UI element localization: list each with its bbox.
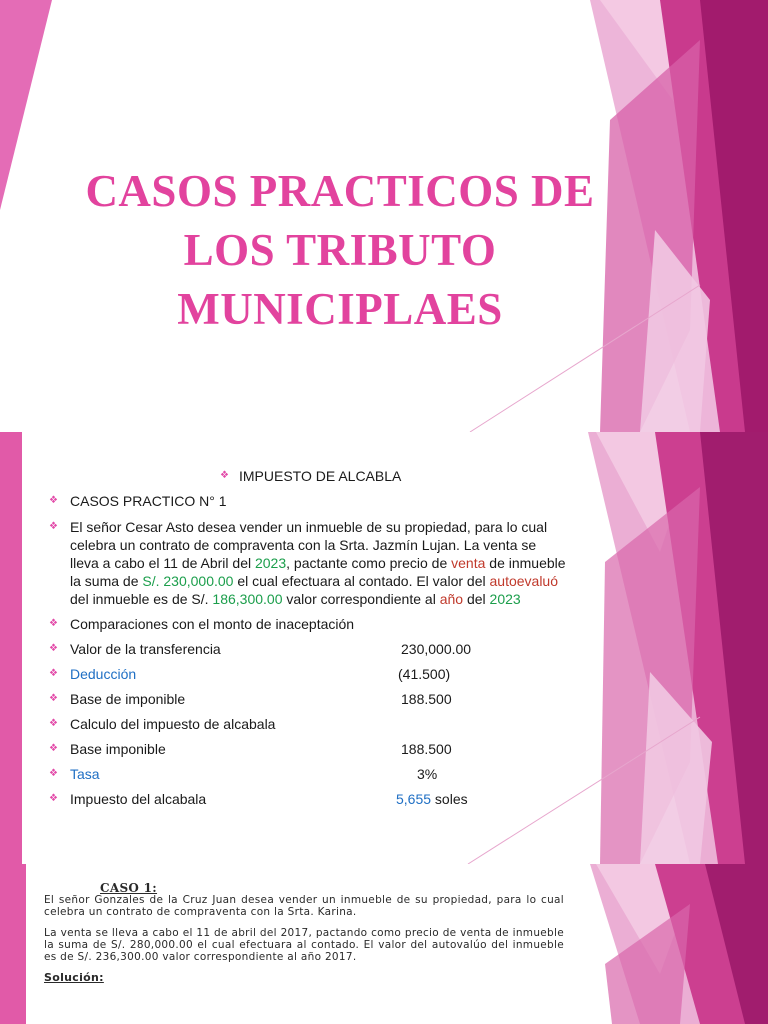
case-title: CASO 1: xyxy=(100,881,158,895)
slide-title xyxy=(0,0,768,432)
row-label: Base imponible xyxy=(70,741,166,757)
solution-heading: Solución: xyxy=(44,971,104,984)
diamond-bullet-icon: ❖ xyxy=(49,793,58,804)
slide-case-scan xyxy=(0,864,768,1024)
title-line: MUNICIPLAES xyxy=(177,284,503,334)
diamond-bullet-icon: ❖ xyxy=(49,643,58,654)
case-paragraph-line: El señor Cesar Asto desea vender un inmueble de su propiedad, para lo cual xyxy=(70,519,548,535)
highlight-year: 2023 xyxy=(489,591,521,607)
case-paragraph: La venta se lleva a cabo el 11 de abril del 2017, pactando como precio de venta de inmueble la suma de S/. 280,000.00 el cual efectuara al contado. El valor del autovalúo del inmueble es de S/. 236,300.00 valor correspondiente al año 2017. xyxy=(44,927,564,963)
row-label: Impuesto del alcabala xyxy=(70,791,207,807)
row-value: 3% xyxy=(417,766,438,782)
text-run: del xyxy=(463,591,490,607)
highlight-price: S/. 230,000.00 xyxy=(142,573,234,589)
case-paragraph-line xyxy=(70,554,566,572)
diamond-bullet-icon: ❖ xyxy=(49,618,58,629)
title-line: CASOS PRACTICOS DE xyxy=(85,166,595,216)
case-paragraph-line xyxy=(70,572,558,590)
diamond-bullet-icon: ❖ xyxy=(49,495,58,506)
text-run: de inmueble xyxy=(485,555,566,571)
heading-impuesto: IMPUESTO DE ALCABLA xyxy=(239,468,402,484)
row-label: Deducción xyxy=(70,666,137,682)
slide-title-text xyxy=(40,162,640,339)
text-run: la suma de xyxy=(70,573,143,589)
row-value: 230,000.00 xyxy=(401,641,472,657)
text-run: el cual efectuara al contado. El valor del xyxy=(233,573,490,589)
text-run: , pactante como precio de xyxy=(286,555,452,571)
highlight-ano: año xyxy=(439,591,464,607)
diamond-bullet-icon: ❖ xyxy=(49,743,58,754)
row-value: 188.500 xyxy=(401,691,452,707)
highlight-venta: venta xyxy=(451,555,486,571)
row-label: Comparaciones con el monto de inaceptación xyxy=(70,616,355,632)
case-paragraph-line: celebra un contrato de compraventa con la Srta. Jazmín Lujan. La venta se xyxy=(70,537,537,553)
slide-alcabala xyxy=(0,432,768,864)
diamond-bullet-icon: ❖ xyxy=(49,668,58,679)
highlight-year: 2023 xyxy=(254,555,287,571)
case-label: CASOS PRACTICO N° 1 xyxy=(70,493,227,509)
row-value: 188.500 xyxy=(401,741,452,757)
highlight-value: 186,300.00 xyxy=(212,591,283,607)
scanned-case-text xyxy=(44,882,564,984)
text-run: del inmueble es de S/. xyxy=(70,591,213,607)
row-label: Tasa xyxy=(70,766,100,782)
diamond-bullet-icon: ❖ xyxy=(49,718,58,729)
title-line: LOS TRIBUTO xyxy=(183,225,497,275)
row-value: (41.500) xyxy=(398,666,451,682)
diamond-bullet-icon: ❖ xyxy=(49,521,58,532)
row-label: Base de imponible xyxy=(70,691,186,707)
diamond-bullet-icon: ❖ xyxy=(220,470,229,481)
text-run: valor correspondiente al xyxy=(282,591,440,607)
tax-amount: 5,655 xyxy=(396,791,432,807)
diamond-bullet-icon: ❖ xyxy=(49,693,58,704)
highlight-autoevaluo: autoevaluó xyxy=(489,573,559,589)
row-label: Valor de la transferencia xyxy=(70,641,221,657)
case-paragraph: El señor Gonzales de la Cruz Juan desea vender un inmueble de su propiedad, para lo cual celebra un contrato de compraventa con la Srta. Karina. xyxy=(44,894,564,918)
bullet-list xyxy=(0,432,600,864)
row-label: Calculo del impuesto de alcabala xyxy=(70,716,276,732)
diamond-bullet-icon: ❖ xyxy=(49,768,58,779)
tax-unit: soles xyxy=(431,791,468,807)
case-paragraph-line xyxy=(70,590,521,608)
text-run: lleva a cabo el 11 de Abril del xyxy=(70,555,255,571)
row-value xyxy=(396,790,468,808)
